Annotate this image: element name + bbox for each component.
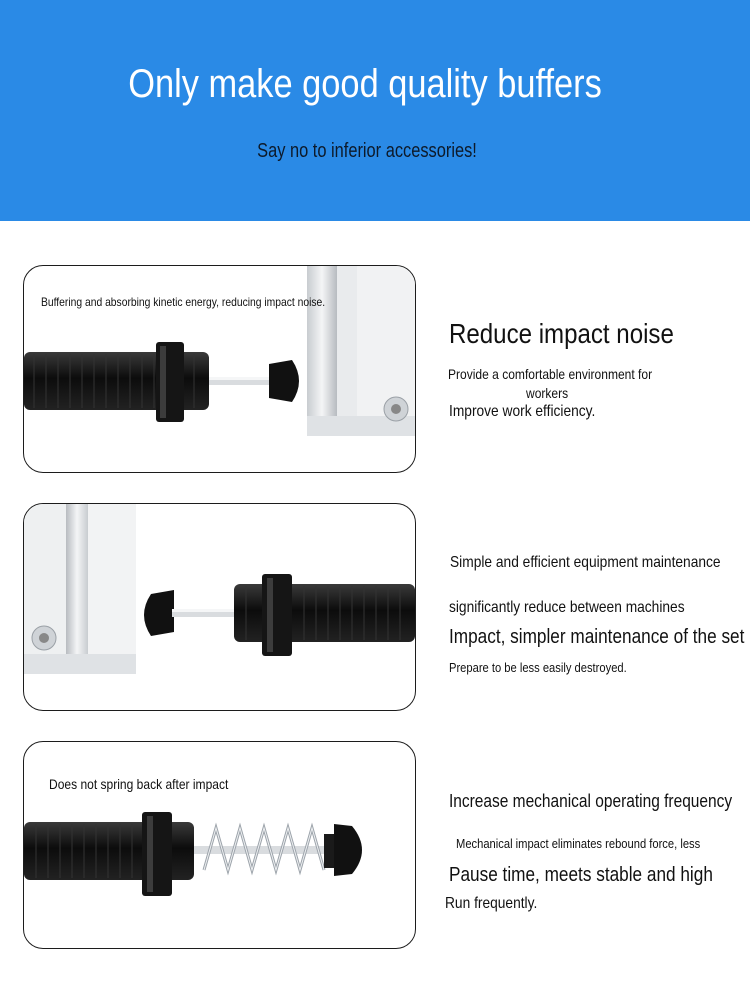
image-caption-1: Buffering and absorbing kinetic energy, reducing impact noise. — [41, 295, 326, 309]
feature-1-line-1: Provide a comfortable environment for — [448, 366, 653, 382]
feature-1-line-3: Improve work efficiency. — [449, 403, 596, 420]
hero-subtitle: Say no to inferior accessories! — [257, 140, 477, 162]
feature-image-card-2 — [23, 503, 416, 711]
feature-3-line-3: Run frequently. — [445, 895, 538, 912]
feature-2-line-3: Prepare to be less easily destroyed. — [449, 660, 627, 675]
image-caption-3: Does not spring back after impact — [49, 776, 229, 792]
feature-3-line-1: Mechanical impact eliminates rebound force, less — [456, 836, 701, 851]
feature-3-line-2: Pause time, meets stable and high — [449, 864, 713, 886]
feature-1-heading: Reduce impact noise — [449, 318, 674, 349]
feature-2-line-1: significantly reduce between machines — [449, 599, 685, 616]
hero-title: Only make good quality buffers — [128, 62, 602, 106]
feature-image-card-1 — [23, 265, 416, 473]
feature-2-line-2: Impact, simpler maintenance of the set — [449, 626, 745, 648]
feature-2-heading: Simple and efficient equipment maintenance — [450, 554, 721, 571]
spring-shock-absorber-illustration — [24, 742, 415, 948]
hero-banner — [0, 0, 750, 221]
feature-image-card-3 — [23, 741, 416, 949]
shock-absorber-illustration-2 — [24, 504, 415, 710]
feature-3-heading: Increase mechanical operating frequency — [449, 791, 733, 811]
feature-1-line-2: workers — [526, 385, 569, 401]
